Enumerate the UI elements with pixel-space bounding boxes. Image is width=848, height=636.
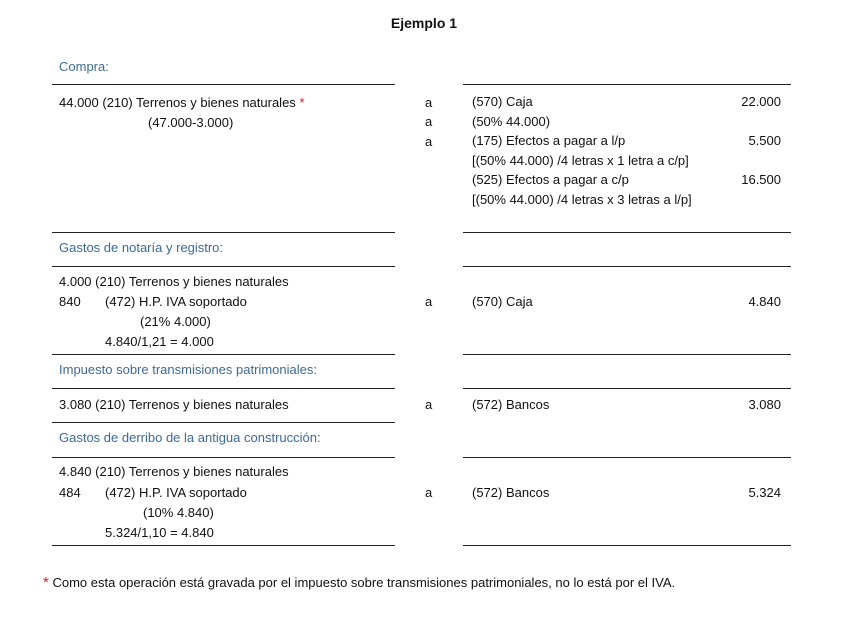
connector-a: a — [425, 95, 433, 110]
asterisk-marker: * — [299, 95, 305, 110]
compra-credit-amount1: 22.000 — [741, 94, 781, 109]
notaria-line1: 4.000 (210) Terrenos y bienes naturales — [59, 274, 289, 289]
compra-credit-line5: (525) Efectos a pagar a c/p — [472, 172, 629, 187]
divider — [463, 266, 791, 267]
itp-credit: (572) Bancos — [472, 397, 550, 412]
divider — [52, 545, 395, 546]
compra-credit-amount3: 5.500 — [748, 133, 781, 148]
footnote — [43, 574, 675, 591]
notaria-line2-text: (472) H.P. IVA soportado — [105, 294, 247, 309]
divider — [52, 84, 395, 85]
connector-a: a — [425, 485, 433, 500]
compra-credit-line4: [(50% 44.000) /4 letras x 1 letra a c/p] — [472, 153, 689, 168]
derribo-line2-amount: 484 — [59, 485, 81, 500]
page-title: Ejemplo 1 — [390, 15, 458, 31]
compra-credit-line2: (50% 44.000) — [472, 114, 551, 129]
connector-a: a — [425, 134, 433, 149]
divider — [463, 232, 791, 233]
derribo-line4: 5.324/1,10 = 4.840 — [105, 525, 214, 540]
section-heading-notaria: Gastos de notaría y registro: — [59, 240, 224, 255]
section-heading-compra: Compra: — [59, 59, 109, 74]
derribo-line3: (10% 4.840) — [143, 505, 214, 520]
notaria-line3: (21% 4.000) — [140, 314, 211, 329]
compra-credit-line1: (570) Caja — [472, 94, 533, 109]
compra-debit-line1 — [59, 94, 305, 111]
footnote-text: Como esta operación está gravada por el impuesto sobre transmisiones patrimoniales, no lo está por el IVA. — [52, 575, 676, 590]
derribo-line1: 4.840 (210) Terrenos y bienes naturales — [59, 464, 289, 479]
compra-credit-line6: [(50% 44.000) /4 letras x 3 letras a l/p] — [472, 192, 692, 207]
compra-debit-line2: (47.000-3.000) — [148, 115, 234, 130]
divider — [52, 457, 395, 458]
divider — [52, 266, 395, 267]
footnote-marker: * — [43, 574, 49, 591]
notaria-line4: 4.840/1,21 = 4.000 — [105, 334, 214, 349]
notaria-credit: (570) Caja — [472, 294, 533, 309]
divider — [463, 457, 791, 458]
itp-credit-amount: 3.080 — [748, 397, 781, 412]
divider — [52, 232, 395, 233]
notaria-credit-amount: 4.840 — [748, 294, 781, 309]
compra-debit-text: 44.000 (210) Terrenos y bienes naturales — [59, 95, 296, 110]
derribo-credit: (572) Bancos — [472, 485, 550, 500]
connector-a: a — [425, 114, 433, 129]
divider — [52, 422, 395, 423]
divider — [463, 84, 791, 85]
derribo-credit-amount: 5.324 — [748, 485, 781, 500]
compra-credit-line3: (175) Efectos a pagar a l/p — [472, 133, 626, 148]
compra-credit-amount5: 16.500 — [741, 172, 781, 187]
divider — [463, 388, 791, 389]
itp-line1: 3.080 (210) Terrenos y bienes naturales — [59, 397, 289, 412]
connector-a: a — [425, 397, 433, 412]
notaria-line2-amount: 840 — [59, 294, 81, 309]
divider — [463, 545, 791, 546]
derribo-line2-text: (472) H.P. IVA soportado — [105, 485, 247, 500]
divider — [463, 354, 791, 355]
connector-a: a — [425, 294, 433, 309]
divider — [52, 388, 395, 389]
section-heading-derribo: Gastos de derribo de la antigua construcción: — [59, 430, 321, 445]
section-heading-itp: Impuesto sobre transmisiones patrimoniales: — [59, 362, 317, 377]
divider — [52, 354, 395, 355]
